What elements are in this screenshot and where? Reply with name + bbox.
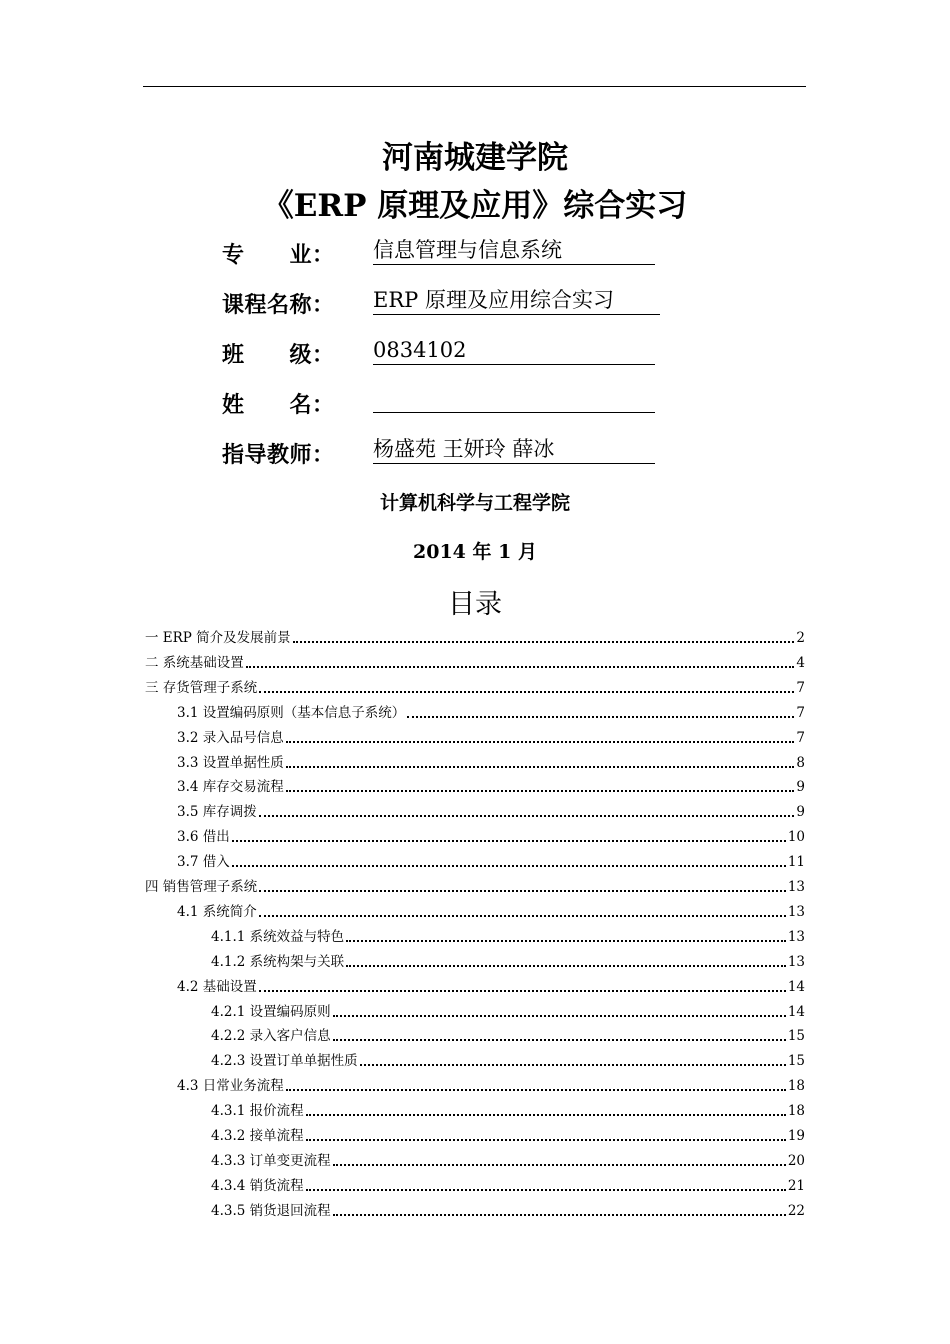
- toc-entry[interactable]: [145, 652, 805, 672]
- name-label: 姓 名：: [222, 392, 335, 418]
- toc-entry-label: 一 ERP 简介及发展前景: [145, 630, 291, 646]
- toc-page-number: 10: [787, 829, 805, 846]
- toc-entry-label: 4.3.3 订单变更流程: [211, 1152, 331, 1169]
- toc-dot-leader: [346, 940, 786, 942]
- toc-entry[interactable]: [211, 1050, 805, 1070]
- toc-page-number: 8: [796, 754, 805, 771]
- toc-entry-label: 四 销售管理子系统: [145, 879, 258, 895]
- toc-dot-leader: [293, 641, 795, 643]
- advisor-label: 指导教师：: [222, 442, 335, 468]
- toc-dot-leader: [259, 990, 786, 992]
- toc-dot-leader: [286, 766, 795, 768]
- toc-entry-label: 4.3.2 接单流程: [211, 1128, 304, 1144]
- major-value: 信息管理与信息系统: [373, 237, 655, 265]
- toc-dot-leader: [286, 790, 795, 792]
- toc-entry-label: 3.3 设置单据性质: [177, 754, 284, 771]
- toc-dot-leader: [232, 865, 786, 867]
- toc-entry[interactable]: [145, 876, 805, 896]
- toc-entry[interactable]: [145, 627, 805, 647]
- toc-page-number: 7: [796, 729, 805, 746]
- toc-entry-label: 4.1.2 系统构架与关联: [211, 953, 345, 970]
- toc-dot-leader: [333, 1015, 786, 1017]
- toc-page-number: 18: [787, 1078, 805, 1095]
- toc-page-number: 18: [787, 1103, 805, 1120]
- toc-entry[interactable]: [177, 901, 805, 921]
- toc-entry[interactable]: [177, 801, 805, 821]
- department-name: 计算机科学与工程学院: [379, 492, 570, 514]
- toc-page-number: 14: [787, 1003, 805, 1020]
- toc-page-number: 4: [796, 654, 805, 671]
- toc-entry-label: 4.1.1 系统效益与特色: [211, 928, 345, 945]
- school-title: 河南城建学院: [382, 140, 568, 176]
- toc-dot-leader: [246, 666, 795, 668]
- toc-entry-label: 4.2.1 设置编码原则: [211, 1003, 331, 1020]
- toc-entry[interactable]: [177, 727, 805, 747]
- toc-page-number: 13: [787, 879, 805, 895]
- toc-entry[interactable]: [211, 951, 805, 971]
- toc-entry[interactable]: [177, 776, 805, 796]
- toc-entry-label: 3.1 设置编码原则（基本信息子系统）: [177, 704, 406, 721]
- toc-entry-label: 4.3.1 报价流程: [211, 1103, 304, 1120]
- toc-page-number: 11: [787, 854, 805, 871]
- toc-entry-label: 4.3.4 销货流程: [211, 1177, 304, 1194]
- toc-page-number: 13: [787, 953, 805, 970]
- toc-entry-label: 4.3.5 销货退回流程: [211, 1202, 331, 1219]
- toc-entry-label: 3.4 库存交易流程: [177, 779, 284, 796]
- toc-page-number: 7: [796, 704, 805, 721]
- toc-dot-leader: [286, 741, 795, 743]
- toc-dot-leader: [259, 890, 786, 892]
- toc-entry-label: 三 存货管理子系统: [145, 679, 258, 696]
- toc-page-number: 15: [787, 1053, 805, 1070]
- toc-dot-leader: [333, 1039, 786, 1041]
- toc-page-number: 21: [787, 1177, 805, 1194]
- toc-entry[interactable]: [211, 1100, 805, 1120]
- toc-page-number: 14: [787, 978, 805, 995]
- toc-entry[interactable]: [211, 1125, 805, 1145]
- toc-dot-leader: [333, 1164, 786, 1166]
- toc-dot-leader: [286, 1089, 786, 1091]
- name-value: [373, 385, 655, 413]
- toc-entry-label: 3.7 借入: [177, 854, 230, 871]
- toc-entry[interactable]: [177, 1075, 805, 1095]
- toc-entry[interactable]: [211, 1175, 805, 1195]
- toc-page-number: 22: [787, 1202, 805, 1219]
- course-title: 《ERP 原理及应用》综合实习: [262, 188, 688, 224]
- toc-dot-leader: [360, 1064, 786, 1066]
- toc-page-number: 2: [796, 630, 805, 646]
- toc-entry[interactable]: [211, 1150, 805, 1170]
- major-label: 专 业：: [222, 242, 335, 268]
- toc-dot-leader: [306, 1139, 786, 1141]
- toc-entry-label: 3.2 录入品号信息: [177, 729, 284, 746]
- toc-entry-label: 二 系统基础设置: [145, 654, 244, 671]
- toc-entry[interactable]: [177, 702, 805, 722]
- advisor-value: 杨盛苑 王妍玲 薛冰: [373, 436, 655, 464]
- toc-entry[interactable]: [145, 677, 805, 697]
- toc-entry[interactable]: [177, 851, 805, 871]
- document-date: 2014 年 1 月: [413, 541, 537, 563]
- toc-entry[interactable]: [177, 826, 805, 846]
- toc-entry[interactable]: [211, 926, 805, 946]
- toc-page-number: 15: [787, 1028, 805, 1045]
- toc-entry-label: 4.2.3 设置订单单据性质: [211, 1053, 358, 1070]
- toc-dot-leader: [407, 716, 794, 718]
- toc-page-number: 9: [796, 804, 805, 821]
- toc-entry-label: 4.1 系统简介: [177, 903, 257, 920]
- toc-entry-label: 3.6 借出: [177, 829, 230, 846]
- toc-dot-leader: [259, 691, 794, 693]
- toc-entry-label: 4.3 日常业务流程: [177, 1078, 284, 1095]
- header-rule: [143, 86, 806, 87]
- class-value: 0834102: [373, 337, 655, 365]
- course-name-label: 课程名称：: [222, 292, 335, 318]
- class-label: 班 级：: [222, 342, 335, 368]
- toc-page-number: 9: [796, 779, 805, 796]
- toc-dot-leader: [306, 1189, 786, 1191]
- toc-entry[interactable]: [211, 1001, 805, 1021]
- toc-page-number: 13: [787, 928, 805, 945]
- toc-dot-leader: [259, 915, 786, 917]
- toc-entry[interactable]: [211, 1025, 805, 1045]
- toc-dot-leader: [346, 965, 786, 967]
- toc-dot-leader: [232, 840, 786, 842]
- toc-page-number: 13: [787, 903, 805, 920]
- toc-entry[interactable]: [177, 752, 805, 772]
- toc-page-number: 20: [787, 1152, 805, 1169]
- toc-title: 目录: [448, 589, 502, 620]
- toc-dot-leader: [259, 815, 795, 817]
- toc-entry-label: 4.2.2 录入客户信息: [211, 1028, 331, 1045]
- toc-page-number: 19: [787, 1128, 805, 1144]
- toc-entry-label: 4.2 基础设置: [177, 978, 257, 995]
- toc-entry-label: 3.5 库存调拨: [177, 804, 257, 821]
- toc-dot-leader: [333, 1214, 786, 1216]
- toc-page-number: 7: [796, 679, 805, 696]
- course-name-value: ERP 原理及应用综合实习: [373, 287, 660, 315]
- toc-dot-leader: [306, 1114, 786, 1116]
- toc-entry[interactable]: [211, 1200, 805, 1220]
- toc-entry[interactable]: [177, 976, 805, 996]
